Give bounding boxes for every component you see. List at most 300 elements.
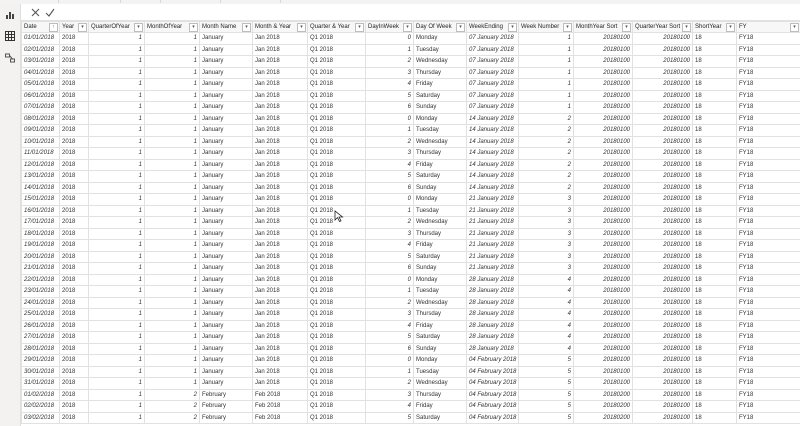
- table-cell[interactable]: 20180100: [633, 320, 693, 332]
- table-cell[interactable]: 1: [145, 343, 200, 355]
- table-cell[interactable]: Tuesday: [414, 366, 467, 378]
- table-cell[interactable]: 1: [89, 148, 145, 160]
- table-cell[interactable]: FY18: [737, 90, 800, 102]
- table-cell[interactable]: 20180100: [633, 378, 693, 390]
- table-cell[interactable]: 3: [519, 194, 574, 206]
- column-header[interactable]: [89, 22, 145, 33]
- table-cell[interactable]: 20180100: [633, 56, 693, 68]
- table-cell[interactable]: 18: [693, 343, 737, 355]
- table-cell[interactable]: 1: [366, 125, 414, 137]
- table-cell[interactable]: 1: [145, 194, 200, 206]
- table-cell[interactable]: FY18: [737, 148, 800, 160]
- table-cell[interactable]: 1: [519, 79, 574, 91]
- table-cell[interactable]: 24/01/2018: [22, 297, 60, 309]
- table-cell[interactable]: 20180100: [574, 56, 633, 68]
- table-cell[interactable]: 20180100: [633, 113, 693, 125]
- table-cell[interactable]: 6: [366, 102, 414, 114]
- table-cell[interactable]: 18: [693, 194, 737, 206]
- table-cell[interactable]: 3: [366, 309, 414, 321]
- table-cell[interactable]: 01/02/2018: [22, 389, 60, 401]
- table-cell[interactable]: 5: [366, 412, 414, 424]
- table-cell[interactable]: 1: [89, 194, 145, 206]
- column-filter-dropdown-icon[interactable]: ▾: [622, 23, 631, 32]
- table-cell[interactable]: Jan 2018: [253, 297, 308, 309]
- table-cell[interactable]: Saturday: [414, 332, 467, 344]
- table-cell[interactable]: 18: [693, 125, 737, 137]
- table-cell[interactable]: Q1 2018: [308, 309, 366, 321]
- table-cell[interactable]: 21 January 2018: [467, 205, 519, 217]
- table-cell[interactable]: 20180100: [633, 136, 693, 148]
- table-cell[interactable]: 2: [366, 56, 414, 68]
- table-cell[interactable]: FY18: [737, 343, 800, 355]
- table-cell[interactable]: Feb 2018: [253, 389, 308, 401]
- table-cell[interactable]: 18: [693, 56, 737, 68]
- table-cell[interactable]: 1: [89, 240, 145, 252]
- table-cell[interactable]: 1: [145, 320, 200, 332]
- table-cell[interactable]: 20180100: [574, 251, 633, 263]
- table-cell[interactable]: 2018: [60, 389, 89, 401]
- table-cell[interactable]: January: [200, 320, 253, 332]
- table-cell[interactable]: 05/01/2018: [22, 79, 60, 91]
- table-cell[interactable]: FY18: [737, 56, 800, 68]
- table-cell[interactable]: FY18: [737, 113, 800, 125]
- table-cell[interactable]: January: [200, 148, 253, 160]
- table-cell[interactable]: 20180100: [574, 102, 633, 114]
- table-cell[interactable]: Q1 2018: [308, 182, 366, 194]
- table-cell[interactable]: 20180200: [574, 401, 633, 413]
- table-cell[interactable]: 2018: [60, 79, 89, 91]
- table-cell[interactable]: 2018: [60, 125, 89, 137]
- table-cell[interactable]: 20180200: [574, 412, 633, 424]
- table-cell[interactable]: 1: [145, 171, 200, 183]
- table-cell[interactable]: 18: [693, 286, 737, 298]
- column-filter-dropdown-icon[interactable]: ▾: [790, 23, 799, 32]
- table-cell[interactable]: 5: [519, 366, 574, 378]
- table-cell[interactable]: Jan 2018: [253, 378, 308, 390]
- table-cell[interactable]: 0: [366, 194, 414, 206]
- table-cell[interactable]: Thursday: [414, 67, 467, 79]
- table-cell[interactable]: 1: [89, 251, 145, 263]
- table-cell[interactable]: 20180100: [633, 332, 693, 344]
- table-cell[interactable]: Jan 2018: [253, 240, 308, 252]
- table-cell[interactable]: Q1 2018: [308, 90, 366, 102]
- table-cell[interactable]: FY18: [737, 136, 800, 148]
- table-cell[interactable]: 18: [693, 251, 737, 263]
- table-cell[interactable]: 18: [693, 378, 737, 390]
- table-cell[interactable]: Jan 2018: [253, 67, 308, 79]
- table-cell[interactable]: 1: [519, 33, 574, 45]
- table-cell[interactable]: 02/01/2018: [22, 44, 60, 56]
- table-cell[interactable]: 1: [89, 171, 145, 183]
- table-cell[interactable]: 20180100: [633, 67, 693, 79]
- table-cell[interactable]: January: [200, 274, 253, 286]
- table-cell[interactable]: Monday: [414, 355, 467, 367]
- table-cell[interactable]: 20180100: [633, 159, 693, 171]
- table-cell[interactable]: 2018: [60, 194, 89, 206]
- table-cell[interactable]: Monday: [414, 274, 467, 286]
- column-header[interactable]: [414, 22, 467, 33]
- table-cell[interactable]: 2: [366, 297, 414, 309]
- table-cell[interactable]: 20180100: [633, 205, 693, 217]
- table-cell[interactable]: 20180100: [574, 182, 633, 194]
- table-cell[interactable]: 20180100: [574, 171, 633, 183]
- table-cell[interactable]: 20180100: [633, 33, 693, 45]
- table-cell[interactable]: 20180100: [633, 90, 693, 102]
- table-cell[interactable]: 1: [89, 33, 145, 45]
- table-cell[interactable]: 5: [519, 355, 574, 367]
- table-cell[interactable]: Saturday: [414, 90, 467, 102]
- table-cell[interactable]: 2018: [60, 366, 89, 378]
- table-cell[interactable]: January: [200, 355, 253, 367]
- table-cell[interactable]: Q1 2018: [308, 263, 366, 275]
- table-cell[interactable]: FY18: [737, 286, 800, 298]
- table-cell[interactable]: 20180100: [574, 263, 633, 275]
- table-cell[interactable]: FY18: [737, 44, 800, 56]
- table-cell[interactable]: 2018: [60, 286, 89, 298]
- table-cell[interactable]: January: [200, 90, 253, 102]
- check-icon[interactable]: [44, 6, 56, 18]
- table-cell[interactable]: 2018: [60, 320, 89, 332]
- table-cell[interactable]: 04 February 2018: [467, 378, 519, 390]
- table-cell[interactable]: 1: [89, 401, 145, 413]
- table-cell[interactable]: 1: [145, 240, 200, 252]
- table-cell[interactable]: 18: [693, 228, 737, 240]
- table-cell[interactable]: 2: [519, 148, 574, 160]
- table-cell[interactable]: 20180100: [633, 389, 693, 401]
- table-cell[interactable]: Tuesday: [414, 44, 467, 56]
- table-cell[interactable]: Q1 2018: [308, 251, 366, 263]
- table-cell[interactable]: 18: [693, 136, 737, 148]
- table-cell[interactable]: Friday: [414, 320, 467, 332]
- table-cell[interactable]: 20180100: [633, 401, 693, 413]
- table-cell[interactable]: 1: [89, 297, 145, 309]
- table-cell[interactable]: 1: [145, 378, 200, 390]
- table-cell[interactable]: 2018: [60, 90, 89, 102]
- table-cell[interactable]: 2: [519, 182, 574, 194]
- table-cell[interactable]: Thursday: [414, 148, 467, 160]
- table-cell[interactable]: 18: [693, 159, 737, 171]
- table-cell[interactable]: Jan 2018: [253, 182, 308, 194]
- table-cell[interactable]: Monday: [414, 113, 467, 125]
- table-cell[interactable]: Q1 2018: [308, 366, 366, 378]
- table-cell[interactable]: Thursday: [414, 309, 467, 321]
- table-cell[interactable]: 2018: [60, 355, 89, 367]
- column-filter-dropdown-icon[interactable]: ▾: [134, 23, 143, 32]
- table-cell[interactable]: FY18: [737, 309, 800, 321]
- table-cell[interactable]: FY18: [737, 401, 800, 413]
- table-cell[interactable]: 07/01/2018: [22, 102, 60, 114]
- table-cell[interactable]: Q1 2018: [308, 171, 366, 183]
- table-cell[interactable]: 2: [519, 159, 574, 171]
- table-cell[interactable]: 3: [519, 217, 574, 229]
- table-cell[interactable]: 2: [366, 136, 414, 148]
- table-cell[interactable]: 07 January 2018: [467, 67, 519, 79]
- table-cell[interactable]: 4: [366, 240, 414, 252]
- column-header[interactable]: [145, 22, 200, 33]
- table-cell[interactable]: 2018: [60, 274, 89, 286]
- table-cell[interactable]: Q1 2018: [308, 205, 366, 217]
- table-cell[interactable]: 07 January 2018: [467, 102, 519, 114]
- table-cell[interactable]: Q1 2018: [308, 228, 366, 240]
- column-header[interactable]: [60, 22, 89, 33]
- table-cell[interactable]: FY18: [737, 67, 800, 79]
- table-cell[interactable]: 1: [89, 44, 145, 56]
- table-cell[interactable]: 5: [366, 90, 414, 102]
- table-cell[interactable]: 14/01/2018: [22, 182, 60, 194]
- table-cell[interactable]: 07 January 2018: [467, 56, 519, 68]
- table-cell[interactable]: 1: [519, 56, 574, 68]
- table-cell[interactable]: 18: [693, 67, 737, 79]
- table-cell[interactable]: FY18: [737, 332, 800, 344]
- table-cell[interactable]: 1: [519, 90, 574, 102]
- table-cell[interactable]: 20180100: [574, 274, 633, 286]
- table-cell[interactable]: 20180100: [574, 33, 633, 45]
- table-cell[interactable]: Tuesday: [414, 125, 467, 137]
- table-cell[interactable]: 2018: [60, 136, 89, 148]
- column-filter-dropdown-icon[interactable]: ▾: [355, 23, 364, 32]
- table-cell[interactable]: 25/01/2018: [22, 309, 60, 321]
- table-cell[interactable]: 1: [366, 286, 414, 298]
- table-cell[interactable]: Jan 2018: [253, 355, 308, 367]
- table-cell[interactable]: 28 January 2018: [467, 274, 519, 286]
- table-cell[interactable]: 07 January 2018: [467, 90, 519, 102]
- table-cell[interactable]: Jan 2018: [253, 44, 308, 56]
- table-cell[interactable]: 20180100: [633, 343, 693, 355]
- table-cell[interactable]: Q1 2018: [308, 401, 366, 413]
- table-cell[interactable]: 21 January 2018: [467, 240, 519, 252]
- table-cell[interactable]: 1: [89, 205, 145, 217]
- table-cell[interactable]: 18: [693, 79, 737, 91]
- table-cell[interactable]: 4: [519, 332, 574, 344]
- table-cell[interactable]: 1: [89, 159, 145, 171]
- table-cell[interactable]: 3: [519, 240, 574, 252]
- table-cell[interactable]: 1: [89, 389, 145, 401]
- table-cell[interactable]: 20180100: [574, 309, 633, 321]
- table-cell[interactable]: 20180100: [633, 182, 693, 194]
- table-cell[interactable]: 1: [89, 136, 145, 148]
- table-cell[interactable]: 20180100: [633, 240, 693, 252]
- table-cell[interactable]: 4: [519, 320, 574, 332]
- table-cell[interactable]: January: [200, 182, 253, 194]
- table-cell[interactable]: 3: [519, 251, 574, 263]
- table-cell[interactable]: 1: [89, 320, 145, 332]
- table-cell[interactable]: 0: [366, 113, 414, 125]
- table-cell[interactable]: 18: [693, 412, 737, 424]
- table-cell[interactable]: 15/01/2018: [22, 194, 60, 206]
- table-cell[interactable]: 19/01/2018: [22, 240, 60, 252]
- table-cell[interactable]: 2: [366, 217, 414, 229]
- table-cell[interactable]: 2: [519, 171, 574, 183]
- table-cell[interactable]: 20180100: [633, 274, 693, 286]
- table-cell[interactable]: 18: [693, 401, 737, 413]
- column-header[interactable]: [308, 22, 366, 33]
- table-cell[interactable]: 1: [366, 366, 414, 378]
- table-cell[interactable]: 6: [366, 263, 414, 275]
- table-cell[interactable]: 0: [366, 274, 414, 286]
- table-cell[interactable]: 20180100: [574, 286, 633, 298]
- table-cell[interactable]: 07 January 2018: [467, 33, 519, 45]
- table-cell[interactable]: 20180100: [633, 79, 693, 91]
- table-cell[interactable]: 1: [145, 113, 200, 125]
- table-cell[interactable]: 1: [145, 33, 200, 45]
- table-cell[interactable]: 3: [519, 205, 574, 217]
- column-filter-dropdown-icon[interactable]: ▾: [403, 23, 412, 32]
- table-cell[interactable]: January: [200, 113, 253, 125]
- model-view-icon[interactable]: [4, 52, 16, 64]
- table-cell[interactable]: January: [200, 171, 253, 183]
- table-cell[interactable]: 1: [89, 228, 145, 240]
- table-cell[interactable]: 18: [693, 320, 737, 332]
- table-cell[interactable]: 1: [89, 355, 145, 367]
- table-cell[interactable]: 2018: [60, 251, 89, 263]
- table-cell[interactable]: 18: [693, 332, 737, 344]
- table-cell[interactable]: Wednesday: [414, 217, 467, 229]
- table-cell[interactable]: 18: [693, 263, 737, 275]
- table-cell[interactable]: Jan 2018: [253, 159, 308, 171]
- table-cell[interactable]: 18/01/2018: [22, 228, 60, 240]
- table-cell[interactable]: 18: [693, 205, 737, 217]
- table-cell[interactable]: Feb 2018: [253, 401, 308, 413]
- table-cell[interactable]: Tuesday: [414, 286, 467, 298]
- table-cell[interactable]: January: [200, 125, 253, 137]
- table-cell[interactable]: Wednesday: [414, 378, 467, 390]
- table-cell[interactable]: 1: [145, 148, 200, 160]
- column-header[interactable]: [200, 22, 253, 33]
- table-cell[interactable]: Tuesday: [414, 205, 467, 217]
- table-cell[interactable]: 4: [519, 286, 574, 298]
- table-cell[interactable]: 5: [366, 171, 414, 183]
- table-cell[interactable]: 1: [519, 102, 574, 114]
- table-cell[interactable]: 28 January 2018: [467, 320, 519, 332]
- table-cell[interactable]: 2018: [60, 171, 89, 183]
- table-cell[interactable]: 1: [145, 159, 200, 171]
- table-cell[interactable]: 2018: [60, 297, 89, 309]
- table-cell[interactable]: FY18: [737, 355, 800, 367]
- table-cell[interactable]: Jan 2018: [253, 136, 308, 148]
- table-cell[interactable]: 2018: [60, 401, 89, 413]
- table-cell[interactable]: 1: [366, 205, 414, 217]
- table-cell[interactable]: 2: [519, 136, 574, 148]
- table-cell[interactable]: 18: [693, 113, 737, 125]
- table-cell[interactable]: Jan 2018: [253, 194, 308, 206]
- table-cell[interactable]: Q1 2018: [308, 286, 366, 298]
- table-cell[interactable]: Q1 2018: [308, 389, 366, 401]
- table-cell[interactable]: January: [200, 366, 253, 378]
- table-cell[interactable]: 1: [145, 263, 200, 275]
- table-cell[interactable]: 1: [145, 297, 200, 309]
- table-cell[interactable]: 18: [693, 44, 737, 56]
- table-cell[interactable]: 14 January 2018: [467, 113, 519, 125]
- table-cell[interactable]: 29/01/2018: [22, 355, 60, 367]
- table-cell[interactable]: Q1 2018: [308, 274, 366, 286]
- column-filter-dropdown-icon[interactable]: ▾: [726, 23, 735, 32]
- table-cell[interactable]: Jan 2018: [253, 274, 308, 286]
- table-cell[interactable]: Wednesday: [414, 56, 467, 68]
- table-cell[interactable]: Q1 2018: [308, 412, 366, 424]
- column-filter-dropdown-icon[interactable]: ▾: [78, 23, 87, 32]
- table-cell[interactable]: 1: [89, 378, 145, 390]
- table-cell[interactable]: 2018: [60, 332, 89, 344]
- table-cell[interactable]: 20180100: [574, 136, 633, 148]
- table-cell[interactable]: January: [200, 102, 253, 114]
- table-cell[interactable]: 03/01/2018: [22, 56, 60, 68]
- table-cell[interactable]: 20180100: [574, 148, 633, 160]
- table-cell[interactable]: January: [200, 332, 253, 344]
- table-cell[interactable]: 1: [145, 366, 200, 378]
- table-cell[interactable]: 04 February 2018: [467, 412, 519, 424]
- table-cell[interactable]: Jan 2018: [253, 343, 308, 355]
- table-cell[interactable]: 20180100: [574, 44, 633, 56]
- table-cell[interactable]: 01/01/2018: [22, 33, 60, 45]
- table-cell[interactable]: 5: [366, 251, 414, 263]
- table-cell[interactable]: Thursday: [414, 228, 467, 240]
- table-cell[interactable]: January: [200, 205, 253, 217]
- table-cell[interactable]: January: [200, 136, 253, 148]
- table-cell[interactable]: 20180100: [574, 90, 633, 102]
- column-filter-dropdown-icon[interactable]: ↑: [49, 23, 58, 32]
- table-cell[interactable]: FY18: [737, 171, 800, 183]
- table-cell[interactable]: 02/02/2018: [22, 401, 60, 413]
- table-cell[interactable]: 20180100: [633, 171, 693, 183]
- table-cell[interactable]: 14 January 2018: [467, 159, 519, 171]
- table-cell[interactable]: 2018: [60, 378, 89, 390]
- table-cell[interactable]: 1: [89, 79, 145, 91]
- table-cell[interactable]: Q1 2018: [308, 44, 366, 56]
- table-cell[interactable]: 5: [519, 412, 574, 424]
- table-cell[interactable]: 3: [519, 228, 574, 240]
- table-cell[interactable]: Q1 2018: [308, 113, 366, 125]
- table-cell[interactable]: 27/01/2018: [22, 332, 60, 344]
- table-cell[interactable]: 2018: [60, 102, 89, 114]
- table-cell[interactable]: 28 January 2018: [467, 343, 519, 355]
- table-cell[interactable]: FY18: [737, 412, 800, 424]
- table-cell[interactable]: 1: [89, 263, 145, 275]
- table-cell[interactable]: 1: [89, 286, 145, 298]
- column-filter-dropdown-icon[interactable]: ▾: [189, 23, 198, 32]
- table-cell[interactable]: 20180100: [574, 343, 633, 355]
- table-cell[interactable]: 18: [693, 297, 737, 309]
- table-cell[interactable]: January: [200, 194, 253, 206]
- table-cell[interactable]: 1: [145, 205, 200, 217]
- table-cell[interactable]: 1: [89, 412, 145, 424]
- table-cell[interactable]: Sunday: [414, 343, 467, 355]
- table-cell[interactable]: 20180100: [574, 125, 633, 137]
- table-cell[interactable]: 20180100: [574, 297, 633, 309]
- table-cell[interactable]: 21 January 2018: [467, 251, 519, 263]
- column-header[interactable]: [467, 22, 519, 33]
- table-cell[interactable]: 20180100: [633, 217, 693, 229]
- table-cell[interactable]: Friday: [414, 401, 467, 413]
- table-cell[interactable]: 1: [145, 228, 200, 240]
- table-cell[interactable]: 20180100: [633, 355, 693, 367]
- table-cell[interactable]: FY18: [737, 182, 800, 194]
- table-cell[interactable]: 5: [519, 378, 574, 390]
- table-cell[interactable]: 18: [693, 366, 737, 378]
- table-cell[interactable]: 07 January 2018: [467, 44, 519, 56]
- table-cell[interactable]: FY18: [737, 263, 800, 275]
- table-cell[interactable]: January: [200, 56, 253, 68]
- column-header[interactable]: [693, 22, 737, 33]
- table-cell[interactable]: January: [200, 44, 253, 56]
- table-cell[interactable]: 1: [145, 102, 200, 114]
- table-cell[interactable]: 2: [519, 113, 574, 125]
- table-cell[interactable]: Jan 2018: [253, 113, 308, 125]
- table-cell[interactable]: 21 January 2018: [467, 217, 519, 229]
- table-cell[interactable]: January: [200, 67, 253, 79]
- table-cell[interactable]: 14 January 2018: [467, 136, 519, 148]
- table-cell[interactable]: 18: [693, 148, 737, 160]
- table-cell[interactable]: 14 January 2018: [467, 125, 519, 137]
